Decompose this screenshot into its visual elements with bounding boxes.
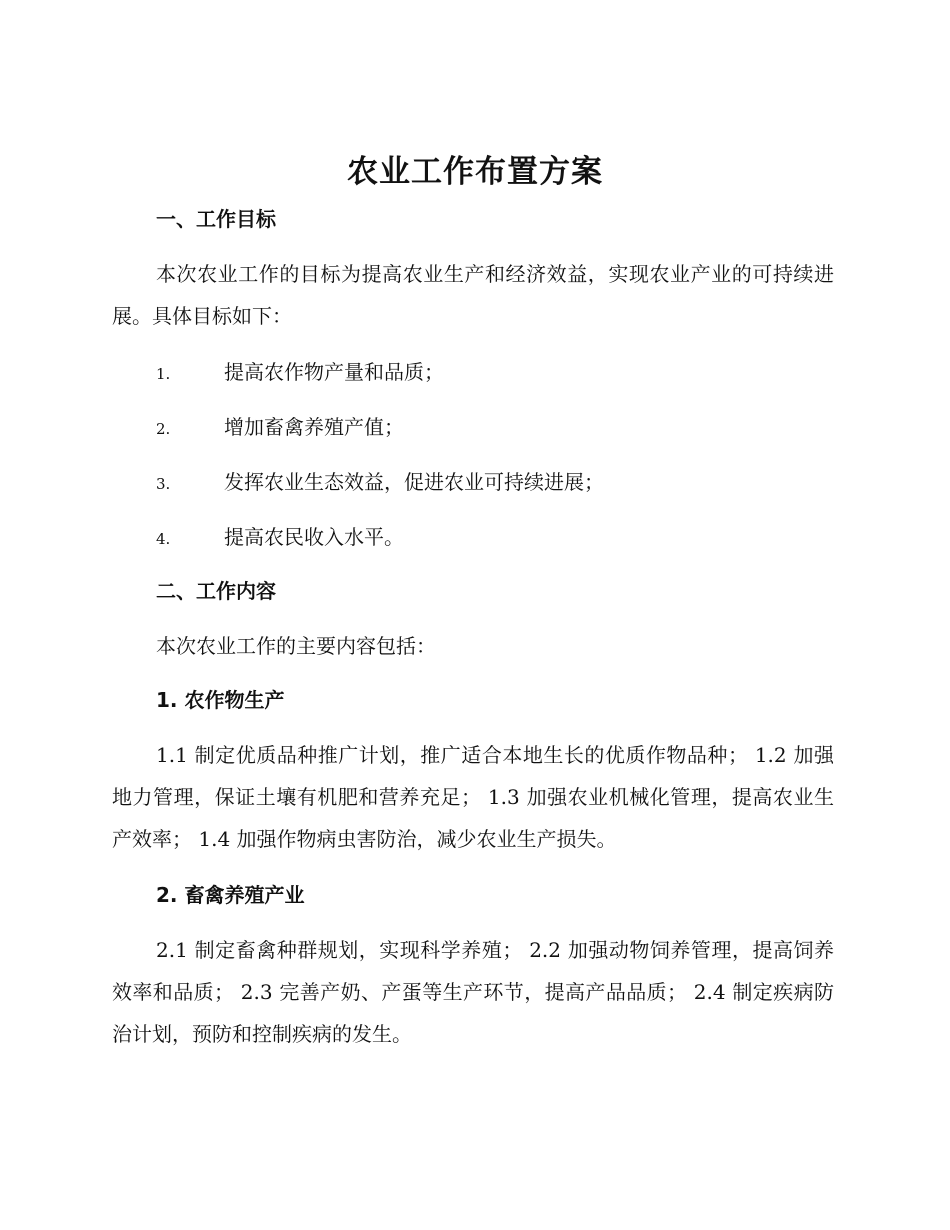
list-text: 增加畜禽养殖产值； bbox=[224, 415, 404, 439]
section-heading-content: 二、工作内容 bbox=[156, 579, 276, 603]
section-heading-goals: 一、工作目标 bbox=[156, 207, 276, 231]
list-text: 发挥农业生态效益，促进农业可持续进展； bbox=[224, 470, 604, 494]
goal-list-item bbox=[156, 413, 856, 441]
list-number: 4. bbox=[156, 530, 171, 548]
list-text: 提高农民收入水平。 bbox=[224, 525, 404, 549]
subsection-heading-crops: 1. 农作物生产 bbox=[156, 688, 285, 712]
goals-intro-paragraph: 本次农业工作的目标为提高农业生产和经济效益，实现农业产业的可持续进展。具体目标如下： bbox=[112, 262, 834, 328]
goal-list-item bbox=[156, 523, 856, 551]
goal-list-item bbox=[156, 468, 856, 496]
content-intro-text: 本次农业工作的主要内容包括： bbox=[156, 634, 436, 658]
crops-paragraph: 1.1 制定优质品种推广计划，推广适合本地生长的优质作物品种； 1.2 加强地力管理，保证土壤有机肥和营养充足； 1.3 加强农业机械化管理，提高农业生产效率； 1.4 加强作物病虫害防治，减少农业生产损失。 bbox=[112, 743, 834, 851]
document-title: 农业工作布置方案 bbox=[347, 154, 603, 190]
livestock-paragraph: 2.1 制定畜禽种群规划，实现科学养殖； 2.2 加强动物饲养管理，提高饲养效率和品质； 2.3 完善产奶、产蛋等生产环节，提高产品品质； 2.4 制定疾病防治计划，预防和控制疾病的发生。 bbox=[112, 938, 834, 1046]
list-number: 2. bbox=[156, 420, 171, 438]
list-number: 3. bbox=[156, 475, 171, 493]
list-text: 提高农作物产量和品质； bbox=[224, 360, 444, 384]
list-number: 1. bbox=[156, 365, 171, 383]
goal-list-item bbox=[156, 358, 856, 386]
subsection-heading-livestock: 2. 畜禽养殖产业 bbox=[156, 883, 305, 907]
